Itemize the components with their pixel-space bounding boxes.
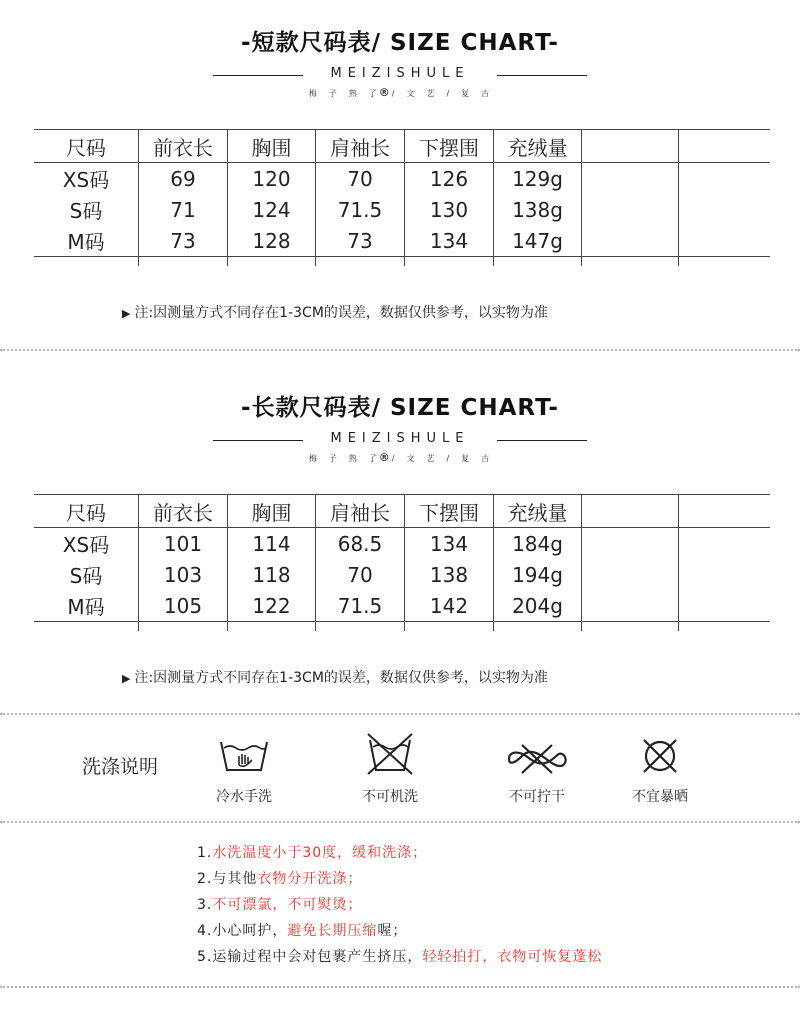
- dotted-divider: [0, 821, 800, 823]
- table-cell: 71.5: [316, 590, 405, 622]
- hand-wash-icon: [217, 736, 271, 776]
- header-cell: 下摆围: [405, 130, 494, 163]
- brand-subtitle: 梅 子 熟 了®/ 文 艺 / 复 古: [308, 451, 492, 464]
- table-cell: [582, 528, 679, 560]
- table-cell: 69: [139, 163, 228, 195]
- no-machine-wash-icon: [365, 732, 415, 776]
- table-cell: 147g: [494, 225, 582, 257]
- table-cell: [679, 528, 771, 560]
- table-cell: 71: [139, 194, 228, 225]
- table-cell: 114: [228, 528, 316, 560]
- table-cell: 118: [228, 559, 316, 590]
- long-chart-note: ▶ 注:因测量方式不同存在1-3CM的误差，数据仅供参考，以实物为准: [122, 670, 548, 686]
- table-cell: S码: [69, 564, 103, 588]
- brand-name: MEIZISHULE: [330, 66, 470, 81]
- header-cell: 充绒量: [494, 495, 582, 528]
- table-cell: 68.5: [316, 528, 405, 560]
- table-tail-row: [34, 257, 770, 267]
- care-tip-1: 1.水洗温度小于30度，缓和洗涤；: [197, 845, 428, 861]
- wash-item-no-wring: [497, 742, 577, 806]
- table-row: [34, 528, 770, 560]
- header-cell: 下摆围: [405, 495, 494, 528]
- table-cell: 184g: [494, 528, 582, 560]
- table-cell: [582, 194, 679, 225]
- header-cell: 肩袖长: [316, 130, 405, 163]
- no-tumble-dry-icon: [640, 736, 680, 776]
- brand-name: MEIZISHULE: [330, 431, 470, 446]
- table-cell: M码: [34, 225, 139, 257]
- table-row: [34, 590, 770, 622]
- wash-label: 不宜暴晒: [632, 789, 688, 805]
- long-size-table: [34, 494, 770, 631]
- care-tip-3: 3.不可漂氯，不可熨烫；: [197, 897, 363, 913]
- long-chart-title: -长款尺码表/ SIZE CHART-: [241, 395, 559, 421]
- table-cell: [582, 163, 679, 195]
- dotted-divider: [0, 349, 800, 351]
- header-cell: [679, 130, 771, 163]
- table-cell: 101: [139, 528, 228, 560]
- dotted-divider: [0, 713, 800, 715]
- table-cell: [582, 225, 679, 257]
- table-cell: 134: [405, 225, 494, 257]
- table-cell: 126: [405, 163, 494, 195]
- short-size-table: [34, 129, 770, 266]
- table-cell: [582, 590, 679, 622]
- header-cell: 尺码: [34, 130, 139, 163]
- table-cell: 130: [405, 194, 494, 225]
- table-cell: 122: [228, 590, 316, 622]
- short-chart-note: ▶ 注:因测量方式不同存在1-3CM的误差，数据仅供参考，以实物为准: [122, 305, 548, 321]
- triangle-right-icon: ▶: [122, 307, 131, 320]
- table-cell: XS码: [62, 533, 110, 557]
- header-cell: 肩袖长: [316, 495, 405, 528]
- wash-item-no-machine-wash: [350, 732, 430, 806]
- table-cell: 142: [405, 590, 494, 622]
- care-tip-2: 2.与其他衣物分开洗涤；: [197, 871, 363, 887]
- header-cell: 胸围: [228, 495, 316, 528]
- wash-label: 不可拧干: [509, 789, 565, 805]
- table-cell: 138g: [494, 194, 582, 225]
- wash-item-no-tumble-dry: [620, 736, 700, 806]
- header-cell: 尺码: [34, 495, 139, 528]
- table-cell: [679, 590, 771, 622]
- table-cell: 120: [228, 163, 316, 195]
- table-cell: [679, 163, 771, 195]
- table-cell: 134: [405, 528, 494, 560]
- table-cell: 128: [228, 225, 316, 257]
- brand-subtitle: 梅 子 熟 了®/ 文 艺 / 复 古: [308, 86, 492, 99]
- washing-title: 洗涤说明: [82, 756, 159, 778]
- wash-label: 不可机洗: [362, 789, 418, 805]
- table-cell: [679, 194, 771, 225]
- table-cell: [679, 225, 771, 257]
- header-cell: 充绒量: [494, 130, 582, 163]
- header-cell: 前衣长: [139, 495, 228, 528]
- table-row: [34, 194, 770, 225]
- table-cell: XS码: [62, 168, 110, 192]
- wash-item-hand-wash: [204, 736, 284, 806]
- short-chart-title: -短款尺码表/ SIZE CHART-: [241, 30, 559, 56]
- table-cell: 71.5: [316, 194, 405, 225]
- no-wring-icon: [504, 742, 570, 776]
- table-row: [34, 559, 770, 590]
- table-cell: [679, 559, 771, 590]
- table-tail-row: [34, 622, 770, 632]
- dotted-divider: [0, 986, 800, 988]
- table-cell: M码: [34, 590, 139, 622]
- triangle-right-icon: ▶: [122, 672, 131, 685]
- table-cell: [582, 559, 679, 590]
- header-cell: [582, 495, 679, 528]
- table-cell: 105: [139, 590, 228, 622]
- table-header-row: [34, 130, 770, 163]
- table-cell: 73: [316, 225, 405, 257]
- table-cell: 103: [139, 559, 228, 590]
- table-header-row: [34, 495, 770, 528]
- table-cell: 138: [405, 559, 494, 590]
- table-cell: 70: [316, 163, 405, 195]
- header-cell: 胸围: [228, 130, 316, 163]
- table-cell: 194g: [494, 559, 582, 590]
- care-tip-4: 4.小心呵护，避免长期压缩喔；: [197, 923, 408, 939]
- table-cell: S码: [69, 199, 103, 223]
- header-cell: [582, 130, 679, 163]
- table-cell: 204g: [494, 590, 582, 622]
- table-cell: 124: [228, 194, 316, 225]
- table-cell: 70: [316, 559, 405, 590]
- header-cell: [679, 495, 771, 528]
- header-cell: 前衣长: [139, 130, 228, 163]
- care-tip-5: 5.运输过程中会对包裹产生挤压，轻轻拍打，衣物可恢复蓬松: [197, 949, 603, 965]
- table-cell: 129g: [494, 163, 582, 195]
- table-row: [34, 163, 770, 195]
- table-row: [34, 225, 770, 257]
- wash-label: 冷水手洗: [216, 789, 272, 805]
- table-cell: 73: [139, 225, 228, 257]
